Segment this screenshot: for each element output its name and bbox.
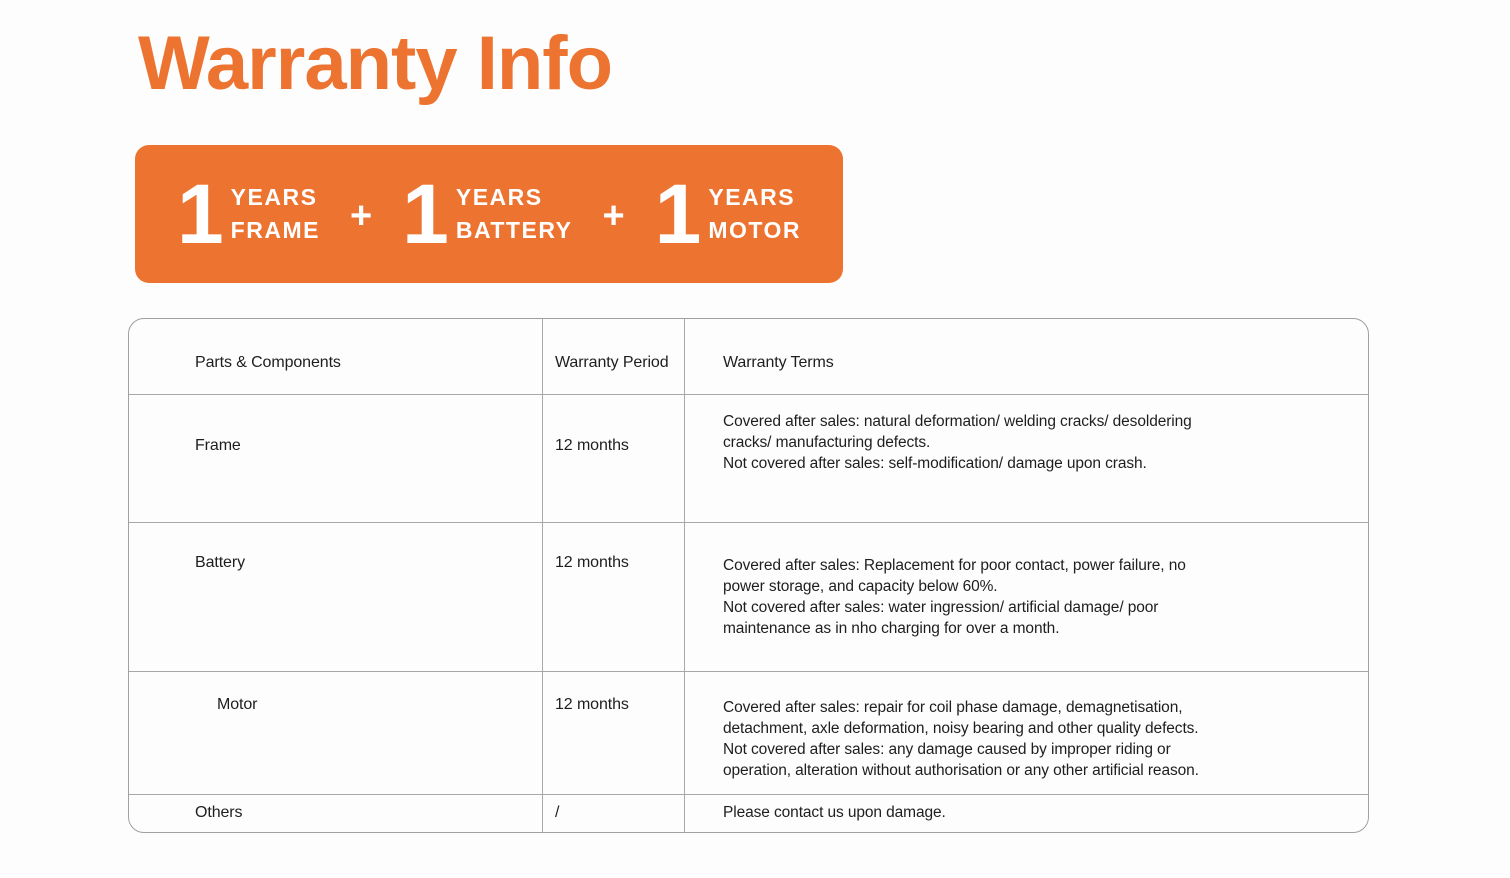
terms-line: Not covered after sales: water ingression/ artificial damage/ poor (723, 599, 1159, 616)
part-label: MOTOR (708, 217, 802, 243)
terms-cell (685, 672, 1368, 794)
warranty-banner (135, 145, 843, 283)
years-value: 1 (402, 166, 447, 261)
terms-cell (685, 395, 1368, 522)
part-cell: Others (129, 795, 543, 832)
period-cell: 12 months (543, 523, 685, 671)
terms-line: power storage, and capacity below 60%. (723, 578, 998, 595)
terms-line: maintenance as in nho charging for over a month. (723, 620, 1060, 637)
terms-line: Covered after sales: repair for coil phase damage, demagnetisation, (723, 699, 1183, 716)
part-cell: Motor (129, 672, 543, 794)
table-header-row (129, 319, 1368, 395)
table-row-battery (129, 523, 1368, 672)
part-label: FRAME (230, 217, 320, 243)
banner-labels (708, 181, 801, 248)
plus-separator-icon: + (349, 194, 373, 237)
table-row-others (129, 795, 1368, 832)
banner-labels (456, 181, 573, 248)
plus-separator-icon: + (602, 194, 625, 237)
years-unit-label: YEARS (708, 183, 796, 210)
terms-line: Please contact us upon damage. (723, 804, 946, 821)
terms-line: cracks/ manufacturing defects. (723, 434, 931, 451)
years-unit-label: YEARS (455, 183, 543, 210)
part-label: BATTERY (455, 217, 573, 243)
terms-cell (685, 795, 1368, 832)
banner-item-frame (176, 166, 320, 261)
table-row-motor (129, 672, 1368, 795)
years-value: 1 (176, 166, 222, 261)
part-cell: Battery (129, 523, 543, 671)
terms-line: Covered after sales: Replacement for poor contact, power failure, no (723, 557, 1186, 574)
banner-item-motor (654, 166, 802, 261)
years-unit-label: YEARS (230, 183, 318, 210)
part-cell: Frame (129, 395, 543, 522)
terms-cell (685, 523, 1368, 671)
banner-labels (231, 181, 320, 248)
terms-line: Covered after sales: natural deformation/ welding cracks/ desoldering (723, 413, 1192, 430)
terms-line: operation, alteration without authorisation or any other artificial reason. (723, 762, 1199, 779)
terms-line: Not covered after sales: self-modification/ damage upon crash. (723, 455, 1147, 472)
period-cell: 12 months (543, 672, 685, 794)
table-row-frame (129, 395, 1368, 523)
header-parts-components: Parts & Components (129, 319, 543, 394)
period-cell: 12 months (543, 395, 685, 522)
banner-item-battery (402, 166, 573, 261)
terms-line: Not covered after sales: any damage caused by improper riding or (723, 741, 1171, 758)
header-warranty-terms: Warranty Terms (723, 353, 834, 371)
header-warranty-period: Warranty Period (543, 319, 685, 394)
years-value: 1 (654, 166, 700, 261)
terms-line: detachment, axle deformation, noisy bearing and other quality defects. (723, 720, 1199, 737)
page-title: Warranty Info (138, 21, 612, 106)
warranty-table (128, 318, 1369, 833)
period-cell: / (543, 795, 685, 832)
